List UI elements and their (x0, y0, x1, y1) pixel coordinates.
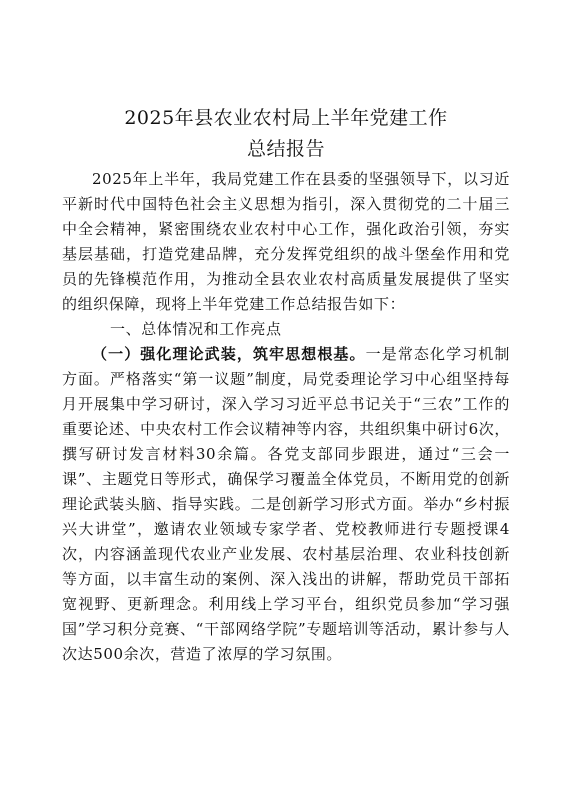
section1-paragraph1-lead: （一）强化理论武装，筑牢思想根基。 (92, 345, 366, 363)
document-title-line1: 2025年县农业农村局上半年党建工作 (124, 107, 448, 129)
intro-paragraph: 2025年上半年，我局党建工作在县委的坚强领导下，以习近平新时代中国特色社会主义思想为指引，深入贯彻党的二十届三中全会精神，紧密围绕农业农村中心工作，强化政治引领，夯实基层基础，打造党建品牌，充分发挥党组织的战斗堡垒作用和党员的先锋模范作用，为推动全县农业农村高质量发展提供了坚实的组织保障，现将上半年党建工作总结报告如下： (62, 170, 510, 313)
section1-paragraph1 (62, 342, 510, 667)
section1-paragraph1-body: 一是常态化学习机制方面。严格落实“第一议题”制度，局党委理论学习中心组坚持每月开展集中学习研讨，深入学习习近平总书记关于“三农”工作的重要论述、中央农村工作会议精神等内容，共组织集中研讨6次，撰写研讨发言材料30余篇。各党支部同步跟进，通过“三会一课”、主题党日等形式，确保学习覆盖全体党员，不断用党的创新理论武装头脑、指导实践。二是创新学习形式方面。举办“乡村振兴大讲堂”，邀请农业领域专家学者、党校教师进行专题授课4次，内容涵盖现代农业产业发展、农村基层治理、农业科技创新等方面，以丰富生动的案例、深入浅出的讲解，帮助党员干部拓宽视野、更新理念。利用线上学习平台，组织党员参加“学习强国”学习积分竞赛、“干部网络学院”专题培训等活动，累计参与人次达500余次，营造了浓厚的学习氛围。 (62, 345, 511, 663)
section1-heading: 一、总体情况和工作亮点 (110, 320, 282, 338)
document-title-line2: 总结报告 (246, 138, 325, 160)
